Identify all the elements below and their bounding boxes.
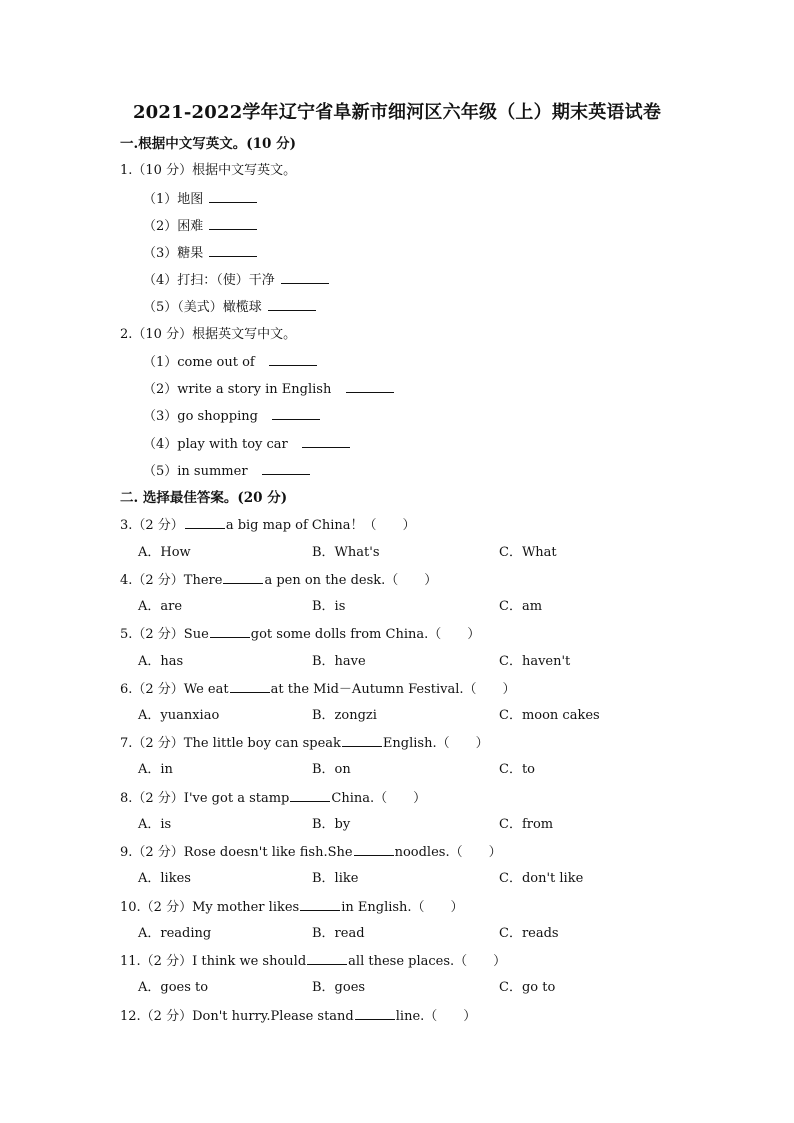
question-prefix: 11.（2 分）I think we should — [120, 954, 307, 969]
option-c[interactable]: C．What — [499, 545, 557, 560]
q2-item-text: （5）in summer — [143, 464, 248, 479]
q2-stem: 2.（10 分）根据英文写中文。 — [120, 327, 297, 342]
answer-blank[interactable] — [300, 898, 340, 911]
answer-blank[interactable] — [355, 1007, 395, 1020]
question-suffix: noodles.（ ） — [394, 845, 502, 860]
answer-blank[interactable] — [342, 734, 382, 747]
question-stem — [120, 625, 480, 644]
option-a[interactable]: A．goes to — [138, 980, 209, 995]
option-b[interactable]: B．read — [312, 926, 365, 941]
q1-item-text: （4）打扫：（使）干净 — [143, 273, 275, 288]
option-a[interactable]: A．likes — [138, 871, 191, 886]
question-suffix: all these places.（ ） — [348, 954, 507, 969]
question-prefix: 5.（2 分）Sue — [120, 627, 209, 642]
question-stem — [120, 952, 506, 971]
option-c[interactable]: C．haven't — [499, 654, 571, 669]
option-a[interactable]: A．yuanxiao — [138, 708, 220, 723]
q2-item — [143, 407, 322, 426]
answer-blank[interactable] — [354, 843, 394, 856]
option-b[interactable]: B．by — [312, 817, 351, 832]
question-prefix: 3.（2 分） — [120, 518, 184, 533]
answer-blank[interactable] — [209, 244, 257, 257]
option-a[interactable]: A．are — [138, 599, 183, 614]
q1-stem: 1.（10 分）根据中文写英文。 — [120, 163, 297, 178]
q2-item-text: （4）play with toy car — [143, 437, 288, 452]
q1-item-text: （5）（美式）橄榄球 — [143, 300, 262, 315]
page-title: 2021-2022学年辽宁省阜新市细河区六年级（上）期末英语试卷 — [132, 102, 662, 123]
option-c[interactable]: C．reads — [499, 926, 559, 941]
option-b[interactable]: B．zongzi — [312, 708, 377, 723]
question-prefix: 12.（2 分）Don't hurry.Please stand — [120, 1009, 354, 1024]
option-b[interactable]: B．goes — [312, 980, 366, 995]
q2-item — [143, 435, 352, 454]
question-stem — [120, 516, 416, 535]
question-prefix: 9.（2 分）Rose doesn't like fish.She — [120, 845, 353, 860]
q1-item — [143, 244, 259, 263]
question-suffix: English.（ ） — [382, 736, 489, 751]
option-b[interactable]: B．on — [312, 762, 351, 777]
q1-item — [143, 271, 331, 290]
question-suffix: in English.（ ） — [341, 900, 464, 915]
answer-blank[interactable] — [185, 516, 225, 529]
question-stem — [120, 680, 516, 699]
answer-blank[interactable] — [210, 625, 250, 638]
q1-item-text: （2）困难 — [143, 219, 204, 234]
question-suffix: a big map of China！（ ） — [225, 518, 416, 533]
q1-item — [143, 190, 259, 209]
answer-blank[interactable] — [223, 571, 263, 584]
answer-blank[interactable] — [272, 407, 320, 420]
question-prefix: 8.（2 分）I've got a stamp — [120, 791, 290, 806]
question-stem — [120, 898, 464, 917]
answer-blank[interactable] — [209, 217, 257, 230]
question-stem — [120, 734, 489, 753]
question-stem — [120, 1007, 476, 1026]
q1-item-text: （3）糖果 — [143, 246, 204, 261]
section2-heading: 二. 选择最佳答案。(20 分) — [120, 490, 288, 506]
q2-item — [143, 380, 396, 399]
answer-blank[interactable] — [209, 190, 257, 203]
section1-heading: 一.根据中文写英文。(10 分) — [120, 136, 296, 152]
option-b[interactable]: B．is — [312, 599, 346, 614]
q2-item-text: （2）write a story in English — [143, 382, 332, 397]
question-suffix: line.（ ） — [395, 1009, 477, 1024]
q2-item — [143, 353, 319, 372]
option-a[interactable]: A．in — [138, 762, 173, 777]
option-b[interactable]: B．like — [312, 871, 359, 886]
question-suffix: at the Mid－Autumn Festival.（ ） — [270, 682, 516, 697]
question-stem — [120, 789, 426, 808]
option-a[interactable]: A．How — [138, 545, 191, 560]
option-c[interactable]: C．from — [499, 817, 554, 832]
q1-item-text: （1）地图 — [143, 192, 204, 207]
q2-item-text: （3）go shopping — [143, 409, 258, 424]
answer-blank[interactable] — [346, 380, 394, 393]
question-suffix: a pen on the desk.（ ） — [264, 573, 438, 588]
option-b[interactable]: B．have — [312, 654, 366, 669]
question-prefix: 7.（2 分）The little boy can speak — [120, 736, 341, 751]
option-c[interactable]: C．go to — [499, 980, 556, 995]
option-a[interactable]: A．is — [138, 817, 172, 832]
answer-blank[interactable] — [290, 789, 330, 802]
question-stem — [120, 843, 502, 862]
answer-blank[interactable] — [307, 952, 347, 965]
answer-blank[interactable] — [230, 680, 270, 693]
question-prefix: 4.（2 分）There — [120, 573, 223, 588]
q1-item — [143, 217, 259, 236]
q2-item-text: （1）come out of — [143, 355, 255, 370]
answer-blank[interactable] — [268, 298, 316, 311]
answer-blank[interactable] — [269, 353, 317, 366]
answer-blank[interactable] — [302, 435, 350, 448]
question-suffix: got some dolls from China.（ ） — [250, 627, 481, 642]
answer-blank[interactable] — [262, 462, 310, 475]
question-suffix: China.（ ） — [331, 791, 427, 806]
option-c[interactable]: C．am — [499, 599, 543, 614]
question-stem — [120, 571, 437, 590]
question-prefix: 6.（2 分）We eat — [120, 682, 229, 697]
option-c[interactable]: C．don't like — [499, 871, 584, 886]
q2-item — [143, 462, 312, 481]
option-b[interactable]: B．What's — [312, 545, 380, 560]
option-a[interactable]: A．has — [138, 654, 184, 669]
answer-blank[interactable] — [281, 271, 329, 284]
option-a[interactable]: A．reading — [138, 926, 212, 941]
q1-item — [143, 298, 318, 317]
question-prefix: 10.（2 分）My mother likes — [120, 900, 300, 915]
option-c[interactable]: C．moon cakes — [499, 708, 600, 723]
option-c[interactable]: C．to — [499, 762, 535, 777]
